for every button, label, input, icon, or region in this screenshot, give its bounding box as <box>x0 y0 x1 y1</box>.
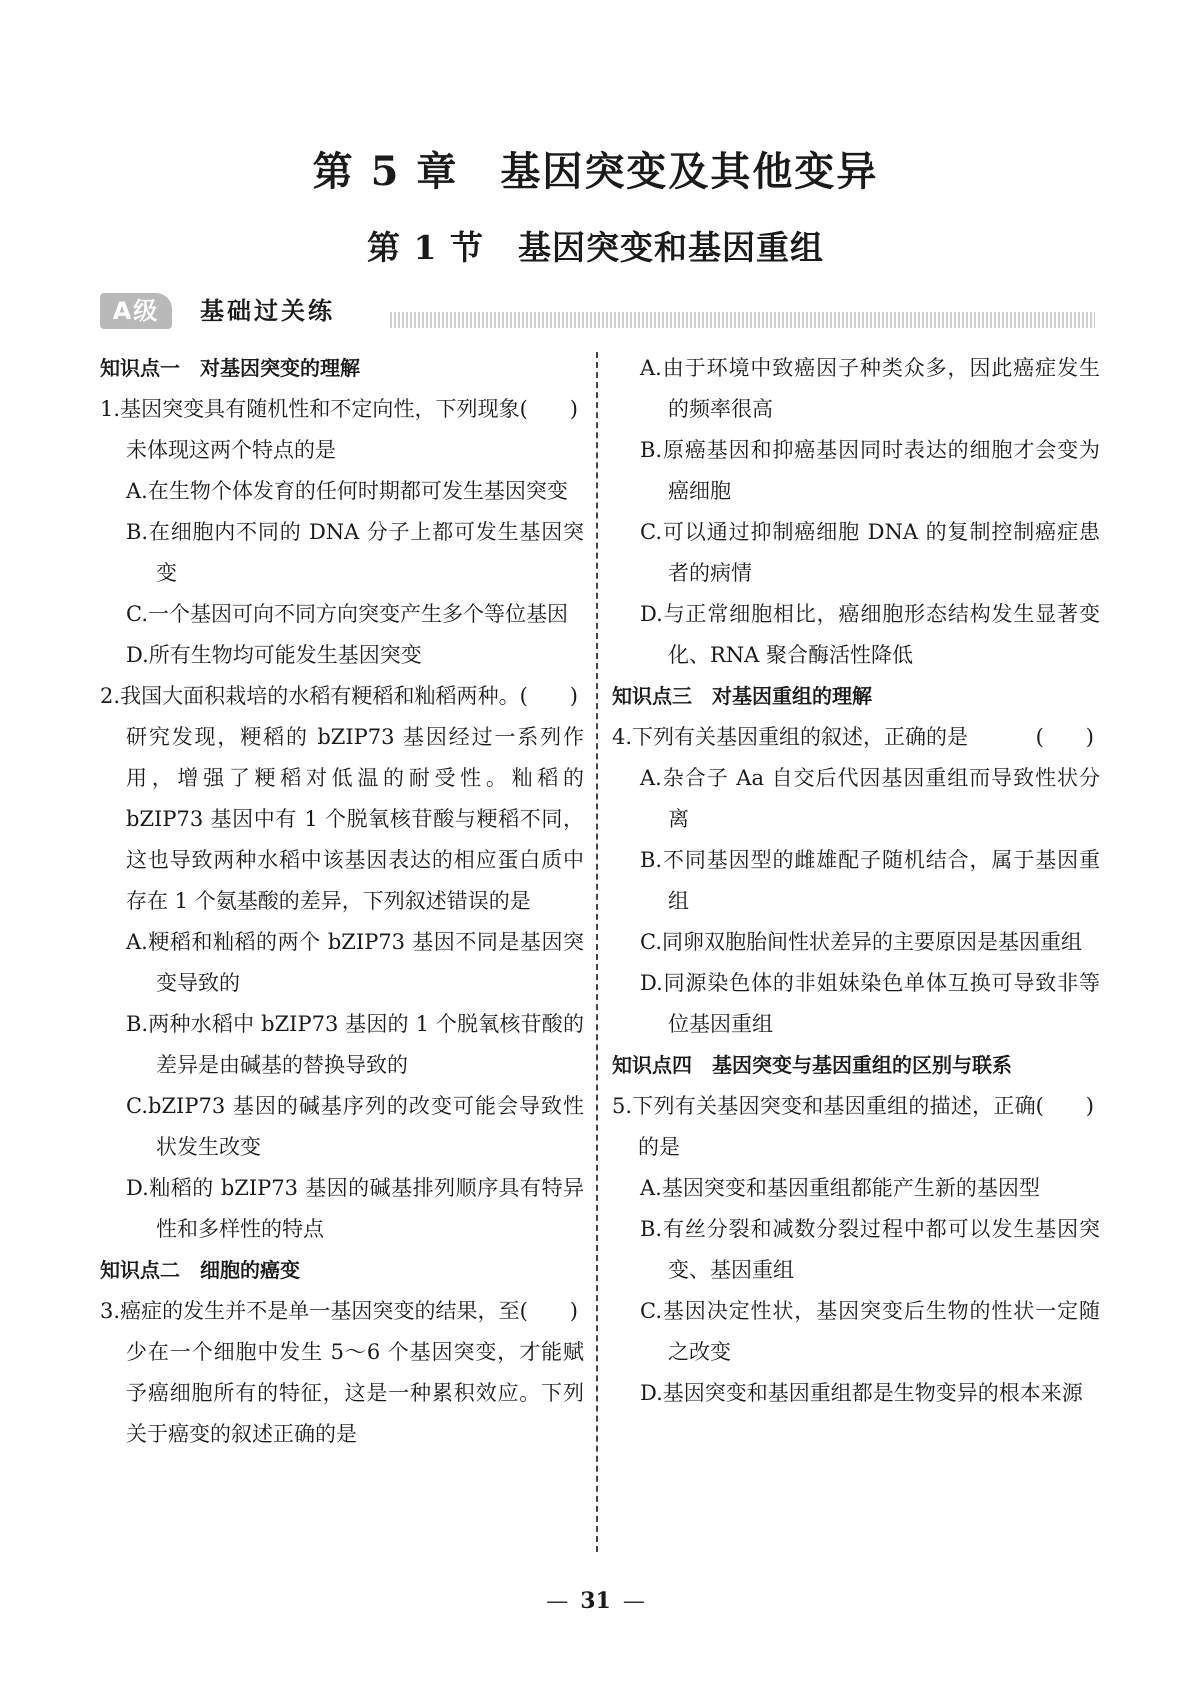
left-column <box>100 348 584 1455</box>
question-4-stem <box>612 717 1100 758</box>
level-label: 基础过关练 <box>200 297 335 325</box>
column-divider <box>596 352 598 1552</box>
question-text: 5.下列有关基因突变和基因重组的描述，正确的是 <box>612 1094 1036 1159</box>
question-5-stem <box>612 1086 1100 1168</box>
option-c: C.可以通过抑制癌细胞 DNA 的复制控制癌症患者的病情 <box>640 520 1100 585</box>
option-d: D.籼稻的 bZIP73 基因的碱基排列顺序具有特异性和多样性的特点 <box>126 1176 584 1241</box>
option-c: C.基因决定性状，基因突变后生物的性状一定随之改变 <box>640 1299 1100 1364</box>
option-b: B.原癌基因和抑癌基因同时表达的细胞才会变为癌细胞 <box>640 438 1100 503</box>
question-2-stem <box>100 676 584 922</box>
option-a: A.在生物个体发育的任何时期都可发生基因突变 <box>126 479 568 503</box>
question-1-stem <box>100 389 584 471</box>
answer-paren: ( ) <box>1035 725 1094 749</box>
option-a: A.粳稻和籼稻的两个 bZIP73 基因不同是基因突变导致的 <box>126 930 584 995</box>
option-d: D.基因突变和基因重组都是生物变异的根本来源 <box>640 1381 1083 1405</box>
option-b: B.在细胞内不同的 DNA 分子上都可发生基因突变 <box>126 520 584 585</box>
answer-paren: ( ) <box>519 1299 578 1323</box>
option-a: A.杂合子 Aa 自交后代因基因重组而导致性状分离 <box>640 766 1100 831</box>
level-badge: A级 <box>100 293 172 329</box>
footer-dash-right: — <box>622 1589 645 1614</box>
answer-paren: ( ) <box>519 397 578 421</box>
question-3-stem <box>100 1291 584 1455</box>
level-stripe-decoration <box>390 312 1095 328</box>
option-d: D.所有生物均可能发生基因突变 <box>126 643 422 667</box>
section-title: 第 1 节 基因突变和基因重组 <box>367 228 824 267</box>
answer-paren: ( ) <box>1035 1094 1094 1118</box>
option-a: A.基因突变和基因重组都能产生新的基因型 <box>640 1176 1040 1200</box>
option-b: B.有丝分裂和减数分裂过程中都可以发生基因突变、基因重组 <box>640 1217 1100 1282</box>
chapter-title: 第 5 章 基因突变及其他变异 <box>312 148 879 195</box>
option-d: D.同源染色体的非姐妹染色单体互换可导致非等位基因重组 <box>640 971 1100 1036</box>
knowledge-point-heading: 知识点三 对基因重组的理解 <box>612 684 872 708</box>
right-column <box>612 348 1100 1414</box>
question-text: 4.下列有关基因重组的叙述，正确的是 <box>612 725 969 749</box>
option-c: C.一个基因可向不同方向突变产生多个等位基因 <box>126 602 568 626</box>
question-text: 3.癌症的发生并不是单一基因突变的结果，至少在一个细胞中发生 5～6 个基因突变，才能赋予癌细胞所有的特征，这是一种累积效应。下列关于癌变的叙述正确的是 <box>100 1299 584 1446</box>
option-b: B.两种水稻中 bZIP73 基因的 1 个脱氧核苷酸的差异是由碱基的替换导致的 <box>126 1012 584 1077</box>
level-header-bar <box>100 292 1095 332</box>
answer-paren: ( ) <box>519 684 578 708</box>
option-a: A.由于环境中致癌因子种类众多，因此癌症发生的频率很高 <box>640 356 1100 421</box>
option-b: B.不同基因型的雌雄配子随机结合，属于基因重组 <box>640 848 1100 913</box>
knowledge-point-heading: 知识点一 对基因突变的理解 <box>100 356 360 380</box>
option-d: D.与正常细胞相比，癌细胞形态结构发生显著变化、RNA 聚合酶活性降低 <box>640 602 1100 667</box>
page-number: 31 <box>580 1588 611 1614</box>
knowledge-point-heading: 知识点四 基因突变与基因重组的区别与联系 <box>612 1053 1012 1077</box>
footer-dash-left: — <box>546 1589 569 1614</box>
page-number-footer <box>0 1588 1191 1614</box>
question-text: 1.基因突变具有随机性和不定向性，下列现象未体现这两个特点的是 <box>100 397 520 462</box>
question-text: 2.我国大面积栽培的水稻有粳稻和籼稻两种。研究发现，粳稻的 bZIP73 基因经过一系列作用，增强了粳稻对低温的耐受性。籼稻的 bZIP73 基因中有 1 个脱氧核苷酸与粳稻不同，这也导致两种水稻中该基因表达的相应蛋白质中存在 1 个氨基酸的差异，下列叙述错误的是 <box>100 684 584 913</box>
option-c: C.bZIP73 基因的碱基序列的改变可能会导致性状发生改变 <box>126 1094 584 1159</box>
knowledge-point-heading: 知识点二 细胞的癌变 <box>100 1258 300 1282</box>
option-c: C.同卵双胞胎间性状差异的主要原因是基因重组 <box>640 930 1082 954</box>
